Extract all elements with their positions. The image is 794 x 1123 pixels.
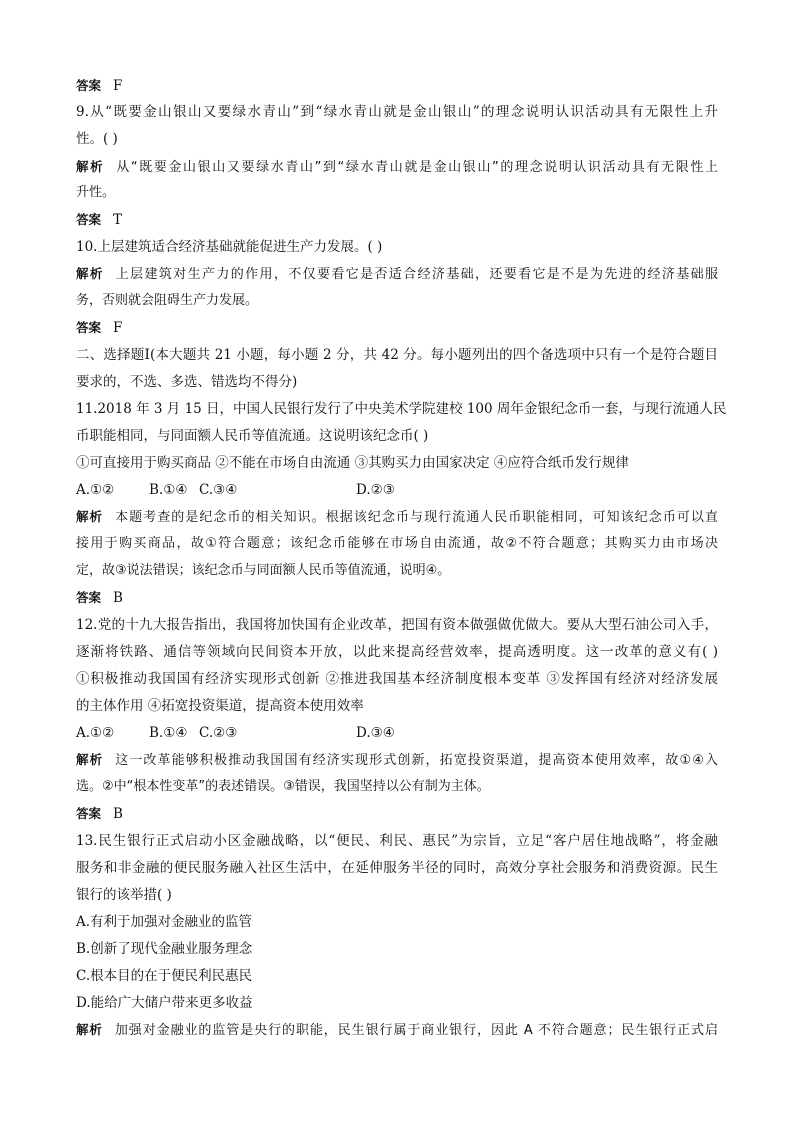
q10-answer-line [76, 319, 122, 337]
q9-analysis-text-1: 从“既要金山银山又要绿水青山”到“绿水青山就是金山银山”的理念说明认识活动具有无限性上 [116, 160, 718, 175]
answer-label: 答案 [76, 78, 102, 93]
q9-answer-value: T [113, 212, 123, 228]
q11-items: ①可直接用于购买商品 ②不能在市场自由流通 ③其购买力由国家决定 ④应符合纸币发行规律 [76, 455, 629, 471]
q12-stem-line-2: 逐渐将铁路、通信等领域向民间资本开放，以此来提高经营效率，提高透明度。这一改革的意义有( ) [76, 644, 718, 660]
q11-option-c: C.③④ [199, 482, 238, 498]
q12-option-a: A.①② [76, 725, 115, 741]
q12-answer-line [76, 805, 123, 823]
section-2-heading-line-1: 二、选择题Ⅰ(本大题共 21 小题，每小题 2 分，共 42 分。每小题列出的四个备选项中只有一个是符合题目 [76, 347, 718, 363]
answer-label: 答案 [76, 590, 102, 605]
analysis-label: 解析 [76, 266, 104, 281]
q10-analysis-text-1: 上层建筑对生产力的作用，不仅要看它是否适合经济基础，还要看它是不是为先进的经济基础服 [115, 267, 718, 282]
q10-stem: 10.上层建筑适合经济基础就能促进生产力发展。( ) [76, 239, 383, 255]
q13-stem-line-3: 银行的该举措( ) [76, 887, 172, 903]
q10-analysis-line-1 [76, 265, 718, 284]
q13-stem-line-2: 服务和非金融的便民服务融入社区生活中，在延伸服务半径的同时，高效分享社会服务和消费资源。民生 [76, 860, 718, 876]
q13-analysis-text-1: 加强对金融业的监管是央行的职能，民生银行属于商业银行，因此 A 不符合题意；民生银行正式启 [114, 1023, 718, 1038]
q12-options [76, 724, 395, 742]
q9-analysis-line-2: 升性。 [76, 185, 116, 200]
q11-option-b: B.①④ [149, 482, 188, 498]
q12-answer-value: B [113, 806, 123, 822]
q11-stem-line-2: 币职能相同，与同面额人民币等值流通。这说明该纪念币( ) [76, 428, 429, 444]
answer-label: 答案 [76, 320, 102, 335]
analysis-label: 解析 [76, 509, 104, 524]
section-2-heading-line-2: 要求的，不选、多选、错选均不得分) [76, 374, 298, 390]
q10-analysis-line-2: 务，否则就会阻碍生产力发展。 [76, 293, 259, 308]
answer-label: 答案 [76, 806, 102, 821]
q11-option-a: A.①② [76, 482, 115, 498]
q11-options [76, 481, 395, 499]
q9-analysis-line-1 [76, 158, 718, 177]
q8-answer-line [76, 77, 122, 95]
q12-stem-line-1: 12.党的十九大报告指出，我国将加快国有企业改革，把国有资本做强做优做大。要从大型石油公司入手， [76, 617, 718, 633]
q12-analysis-line-2: 选。②中“根本性变革”的表述错误。③错误，我国坚持以公有制为主体。 [76, 779, 490, 794]
q13-option-a: A.有利于加强对金融业的监管 [76, 914, 253, 930]
q12-option-b: B.①④ [149, 725, 188, 741]
q13-option-c: C.根本目的在于便民利民惠民 [76, 968, 253, 984]
q11-option-d: D.②③ [356, 482, 395, 498]
q11-analysis-line-1 [76, 508, 718, 527]
analysis-label: 解析 [76, 159, 105, 174]
q8-answer-value: F [113, 78, 123, 94]
analysis-label: 解析 [76, 1022, 103, 1037]
q12-analysis-line-1 [76, 751, 718, 770]
q11-stem-line-1: 11.2018 年 3 月 15 日，中国人民银行发行了中央美术学院建校 100 周年金银纪念币一套，与现行流通人民 [76, 401, 727, 417]
q9-stem-line-1: 9.从“既要金山银山又要绿水青山”到“绿水青山就是金山银山”的理念说明认识活动具有无限性上升 [76, 104, 718, 120]
q13-stem-line-1: 13.民生银行正式启动小区金融战略，以“便民、利民、惠民”为宗旨，立足“客户居住地战略”，将金融 [76, 833, 718, 849]
q10-answer-value: F [113, 320, 123, 336]
q11-answer-value: B [113, 590, 123, 606]
q13-option-b: B.创新了现代金融业服务理念 [76, 941, 253, 957]
q12-option-c: C.②③ [199, 725, 238, 741]
q11-analysis-line-3: 定，故③说法错误；该纪念币与同面额人民币等值流通，说明④。 [76, 563, 451, 578]
q11-analysis-text-1: 本题考查的是纪念币的相关知识。根据该纪念币与现行流通人民币职能相同，可知该纪念币可以直 [115, 510, 718, 525]
q13-analysis-line-1 [76, 1021, 718, 1040]
q11-analysis-line-2: 接用于购买商品，故①符合题意；该纪念币能够在市场自由流通，故②不符合题意；其购买力由市场决 [76, 536, 718, 551]
q9-answer-line [76, 211, 122, 229]
analysis-label: 解析 [76, 752, 104, 767]
q12-analysis-text-1: 这一改革能够积极推动我国国有经济实现形式创新，拓宽投资渠道，提高资本使用效率，故①④入 [115, 753, 718, 768]
q12-items-line-1: ①积极推动我国国有经济实现形式创新 ②推进我国基本经济制度根本变革 ③发挥国有经济对经济发展 [76, 671, 718, 687]
answer-label: 答案 [76, 212, 102, 227]
q13-option-d: D.能给广大储户带来更多收益 [76, 995, 253, 1011]
q9-stem-line-2: 性。( ) [76, 131, 118, 147]
q11-answer-line [76, 589, 123, 607]
q12-option-d: D.③④ [356, 725, 395, 741]
q12-items-line-2: 的主体作用 ④拓宽投资渠道，提高资本使用效率 [76, 698, 364, 714]
